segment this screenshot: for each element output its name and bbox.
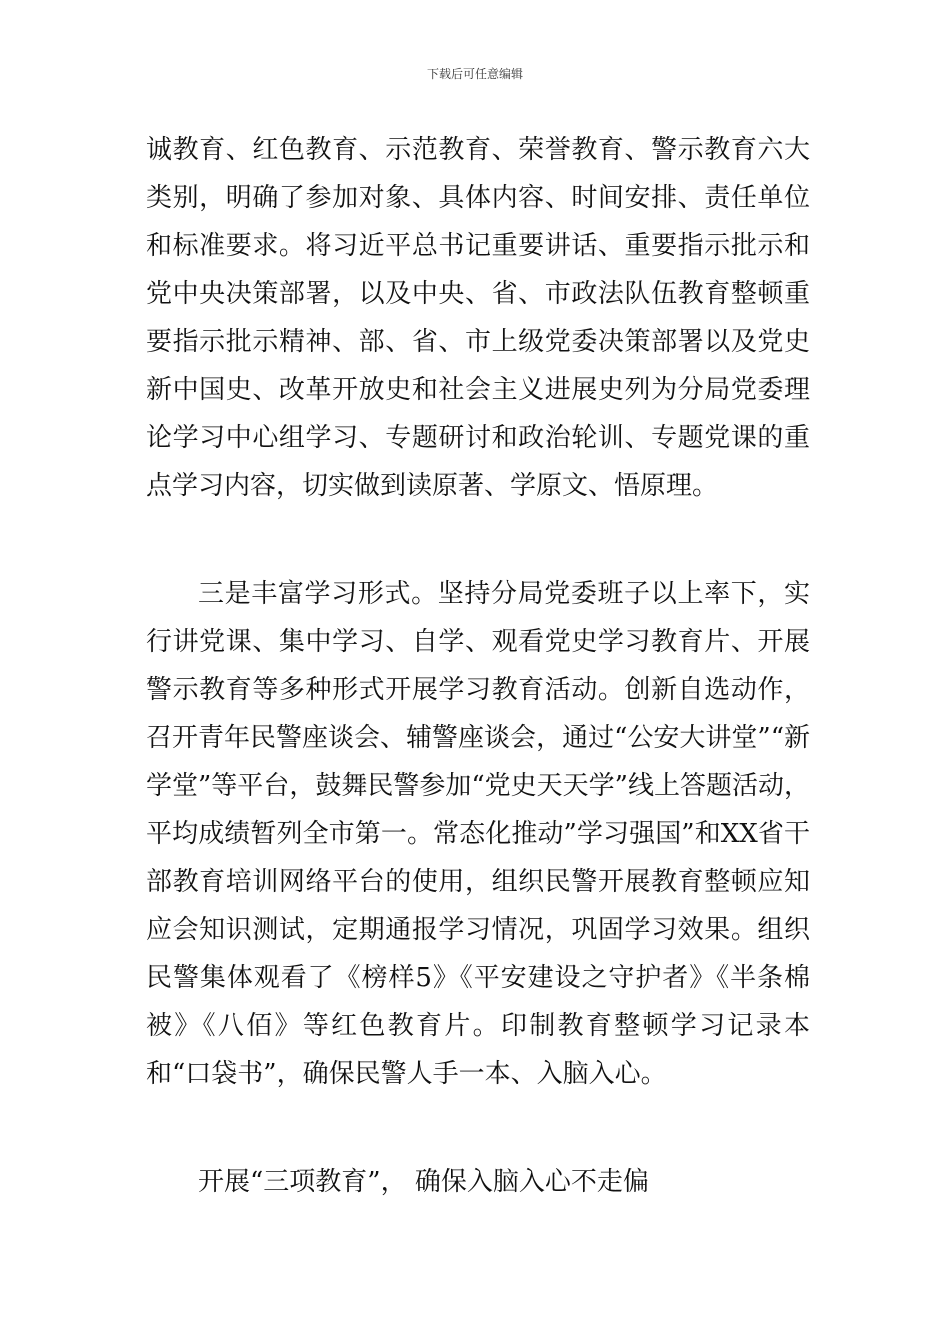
page-header: 下载后可任意编辑 [426, 67, 523, 81]
section-heading: 开展“三项教育”， 确保入脑入心不走偏 [198, 1167, 649, 1197]
paragraph-continued: 诚教育、红色教育、示范教育、荣誉教育、警示教育六大类别，明确了参加对象、具体内容、时间安排、责任单位和标准要求。将习近平总书记重要讲话、重要指示批示和党中央决策部署，以及中央、省、市政法队伍教育整顿重要指示批示精神、部、省、市上级党委决策部署以及党史新中国史、改革开放史和社会主义进展史列为分局党委理论学习中心组学习、专题研讨和政治轮训、专题党课的重点学习内容，切实做到读原著、学原文、悟原理。 [146, 135, 810, 501]
paragraph-learning-forms: 三是丰富学习形式。坚持分局党委班子以上率下，实行讲党课、集中学习、自学、观看党史学习教育片、开展警示教育等多种形式开展学习教育活动。创新自选动作，召开青年民警座谈会、辅警座谈会，通过“公安大讲堂”“新学堂”等平台，鼓舞民警参加“党史天天学”线上答题活动，平均成绩暂列全市第一。常态化推动”学习强国”和XX省干部教育培训网络平台的使用，组织民警开展教育整顿应知应会知识测试，定期通报学习情况，巩固学习效果。组织民警集体观看了《榜样5》《平安建设之守护者》《半条棉被》《八佰》等红色教育片。印制教育整顿学习记录本和“口袋书”，确保民警人手一本、入脑入心。 [146, 579, 810, 1089]
paragraph-spacer [146, 510, 810, 570]
document-body [146, 126, 810, 1206]
paragraph-spacer [146, 1098, 810, 1158]
